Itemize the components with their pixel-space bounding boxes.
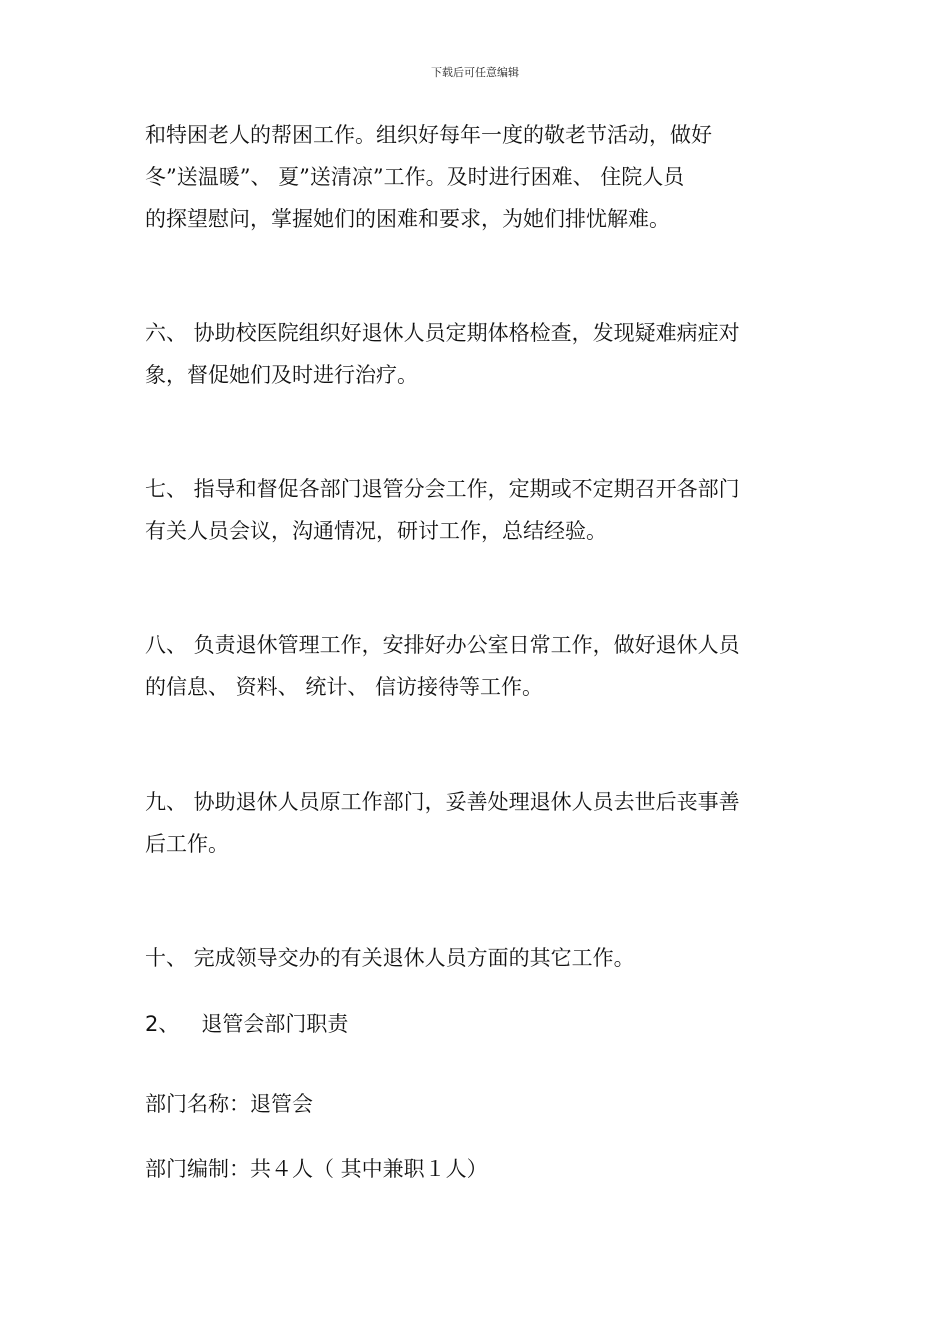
paragraph-item-10: [145, 937, 815, 979]
paragraph-item-6: [145, 312, 815, 396]
section-title: 退管会部门职责: [201, 1012, 349, 1036]
text-line: 的探望慰问，掌握她们的困难和要求，为她们排忧解难。: [145, 207, 670, 231]
section-number: 2、: [145, 1012, 180, 1036]
text-line: 后工作。: [145, 832, 229, 856]
page-header: 下载后可任意编辑: [431, 66, 519, 79]
department-name: 部门名称：退管会: [145, 1092, 313, 1116]
paragraph-item-9: [145, 781, 815, 865]
text-line: 象，督促她们及时进行治疗。: [145, 363, 418, 387]
text-line: 九、 协助退休人员原工作部门，妥善处理退休人员去世后丧事善: [145, 790, 740, 814]
department-staffing: 部门编制：共４人（ 其中兼职１人）: [145, 1157, 488, 1181]
text-line: 有关人员会议，沟通情况，研讨工作，总结经验。: [145, 519, 607, 543]
text-line: 七、 指导和督促各部门退管分会工作，定期或不定期召开各部门: [145, 477, 740, 501]
text-line: 六、 协助校医院组织好退休人员定期体格检查，发现疑难病症对: [145, 321, 740, 345]
text-line: 和特困老人的帮困工作。组织好每年一度的敬老节活动，做好: [145, 123, 712, 147]
paragraph-1: [145, 114, 815, 240]
paragraph-item-8: [145, 624, 815, 708]
section-heading: [145, 1003, 815, 1045]
text-line: 八、 负责退休管理工作，安排好办公室日常工作，做好退休人员: [145, 633, 740, 657]
text-line: 冬”送温暖”、 夏”送清凉”工作。及时进行困难、 住院人员: [145, 165, 685, 189]
paragraph-item-7: [145, 468, 815, 552]
text-line: 十、 完成领导交办的有关退休人员方面的其它工作。: [145, 946, 635, 970]
text-line: 的信息、 资料、 统计、 信访接待等工作。: [145, 675, 544, 699]
